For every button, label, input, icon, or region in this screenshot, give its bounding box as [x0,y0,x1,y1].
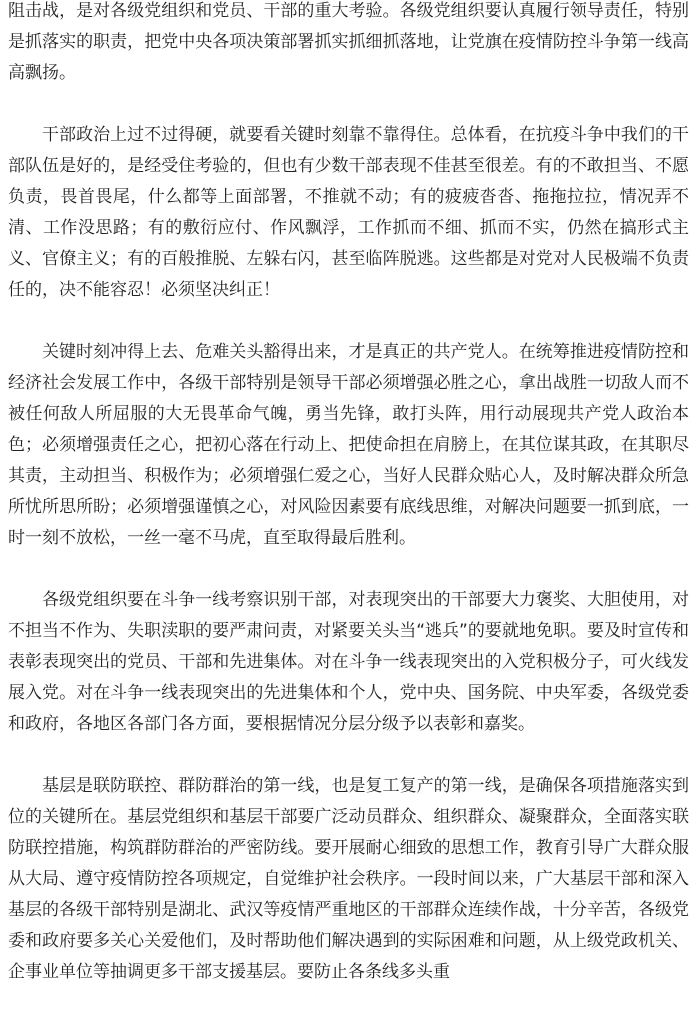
paragraph-4: 各级党组织要在斗争一线考察识别干部，对表现突出的干部要大力褒奖、大胆使用，对不担当不作为、失职渎职的要严肃问责，对紧要关头当“逃兵”的要就地免职。要及时宣传和表彰表现突出的党员、干部和先进集体。对在斗争一线表现突出的入党积极分子，可火线发展入党。对在斗争一线表现突出的先进集体和个人，党中央、国务院、中央军委，各级党委和政府，各地区各部门各方面，要根据情况分层分级予以表彰和嘉奖。 [8,590,689,734]
paragraph-5: 基层是联防联控、群防群治的第一线，也是复工复产的第一线，是确保各项措施落实到位的关键所在。基层党组织和基层干部要广泛动员群众、组织群众、凝聚群众，全面落实联防联控措施，构筑群防群治的严密防线。要开展耐心细致的思想工作，教育引导广大群众服从大局、遵守疫情防控各项规定，自觉维护社会秩序。一段时间以来，广大基层干部和深入基层的各级干部特别是湖北、武汉等疫情严重地区的干部群众连续作战，十分辛苦，各级党委和政府要多关心关爱他们，及时帮助他们解决遇到的实际困难和问题，从上级党政机关、企事业单位等抽调更多干部支援基层。要防止各条线多头重 [8,776,689,982]
article-body [8,0,689,1019]
paragraph-1: 阻击战，是对各级党组织和党员、干部的重大考验。各级党组织要认真履行领导责任，特别是抓落实的职责，把党中央各项决策部署抓实抓细抓落地，让党旗在疫情防控斗争第一线高高飘扬。 [8,1,689,83]
paragraph-3: 关键时刻冲得上去、危难关头豁得出来，才是真正的共产党人。在统筹推进疫情防控和经济社会发展工作中，各级干部特别是领导干部必须增强必胜之心，拿出战胜一切敌人而不被任何敌人所屈服的大无畏革命气魄，勇当先锋，敢打头阵，用行动展现共产党人政治本色；必须增强责任之心，把初心落在行动上、把使命担在肩膀上，在其位谋其政，在其职尽其责，主动担当、积极作为；必须增强仁爱之心，当好人民群众贴心人，及时解决群众所急所忧所思所盼；必须增强谨慎之心，对风险因素要有底线思维，对解决问题要一抓到底，一时一刻不放松，一丝一毫不马虎，直至取得最后胜利。 [8,342,689,548]
paragraph-2: 干部政治上过不过得硬，就要看关键时刻靠不靠得住。总体看，在抗疫斗争中我们的干部队伍是好的，是经受住考验的，但也有少数干部表现不佳甚至很差。有的不敢担当、不愿负责，畏首畏尾，什么都等上面部署，不推就不动；有的疲疲沓沓、拖拖拉拉，情况弄不清、工作没思路；有的敷衍应付、作风飘浮，工作抓而不细、抓而不实，仍然在搞形式主义、官僚主义；有的百般推脱、左躲右闪，甚至临阵脱逃。这些都是对党对人民极端不负责任的，决不能容忍！必须坚决纠正！ [8,125,689,300]
